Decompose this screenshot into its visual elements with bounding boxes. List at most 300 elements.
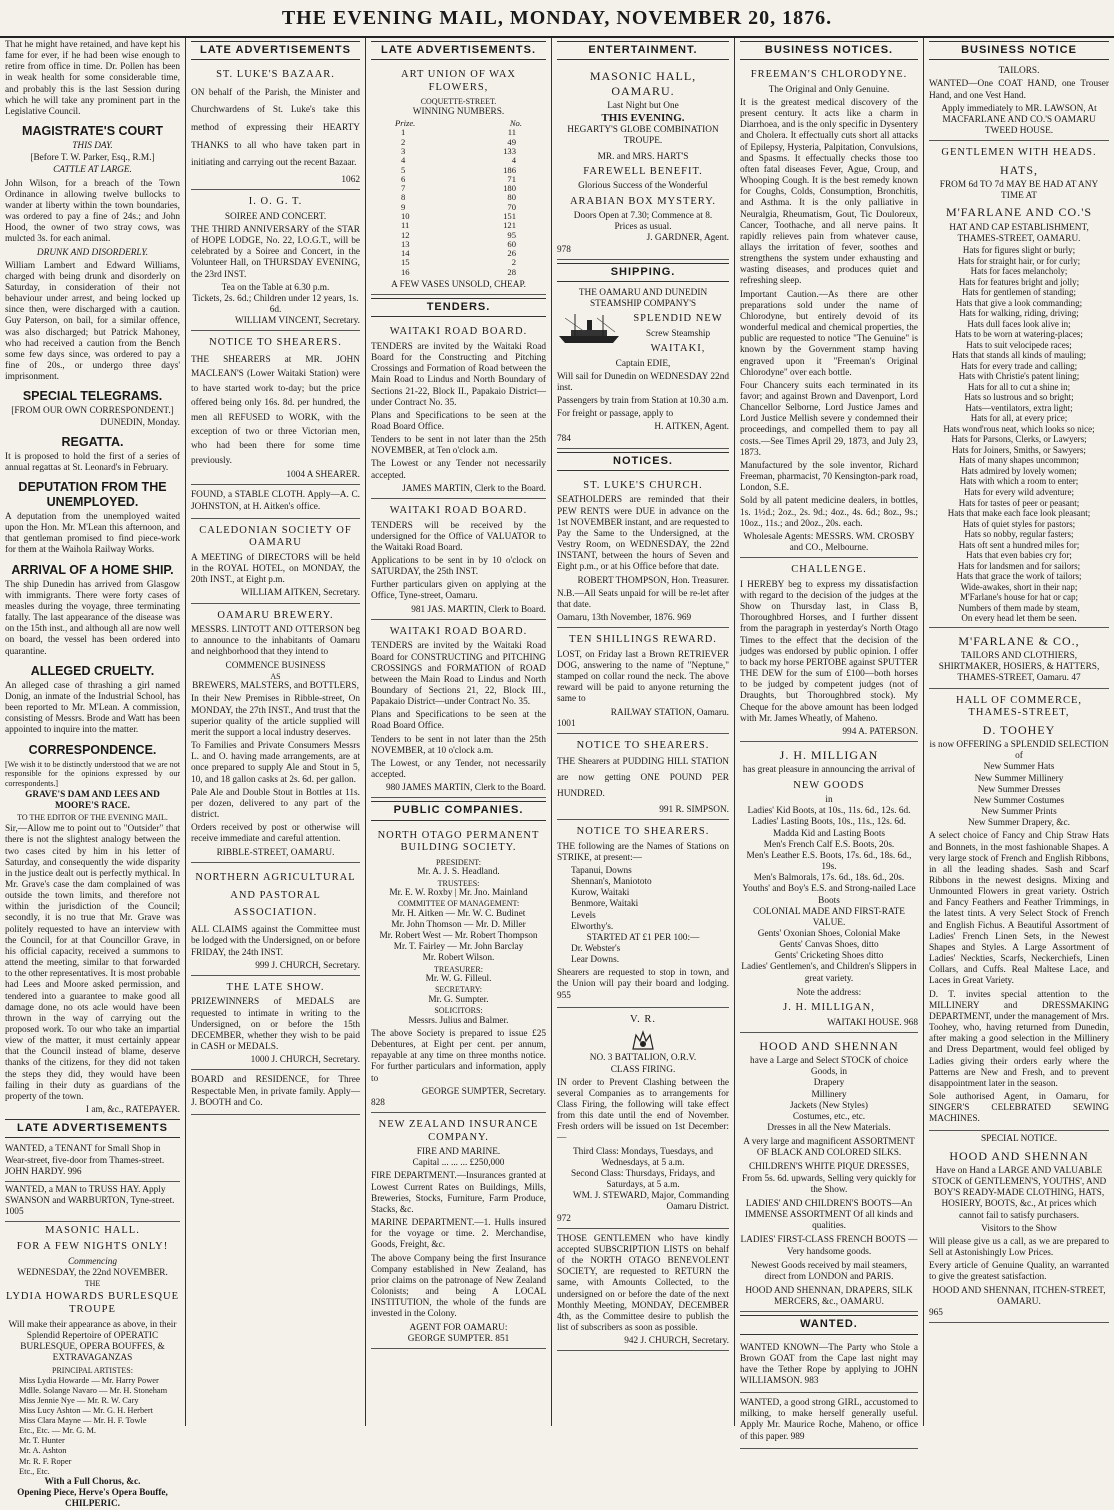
hat-line: Numbers of them made by steam, [958,602,1080,613]
milligan-item: Men's Leather E.S. Boots, 17s. 6d., 18s. 6d., 19s. [746,850,912,873]
ad-steamship [557,285,729,449]
hat-line: Hats for every wild adventure; [964,486,1074,497]
telegrams-heading: SPECIAL TELEGRAMS. [22,389,163,404]
firing-text: IN order to Prevent Clashing between the several Companies as to arrangements for Class Firing, the following will take effect from this date until the end of November. Fresh orders will be issued on 1st December:— [557,1077,729,1144]
ticket-number: 151 [503,210,516,221]
genuine-text: Every article of Genuine Quality, an warranted to give the greatest satisfaction. [929,1261,1109,1283]
prize-number: 7 [401,183,406,194]
chloro-title: FREEMAN'S CHLORODYNE. [750,69,908,81]
prize-row [371,184,546,193]
ad-wanted-goat [740,1338,918,1394]
milligan-title: J. H. MILLIGAN [779,747,879,762]
ad-iogt [191,190,360,331]
naps-signature: 999 J. CHURCH, Secretary. [255,960,360,971]
hats-title: HATS, [999,162,1038,177]
ad-strike-stations [557,820,729,1008]
business-notice-heading: BUSINESS NOTICE [929,41,1109,60]
cattle-text: John Wilson, for a breach of the Town Ordinance in allowing twelve bullocks to wander at liberty within the town boundaries, was ordered to pay a fine of 24s.; and John Hood, the owner of two stray cows, was mulcted 3s. for each animal. [5,178,180,245]
nts-signature: 991 R. SIMPSON. [659,804,729,815]
firing-second: Second Class: Thursdays, Fridays, and Saturdays, at 5 a.m. [571,1168,715,1191]
hat-line: Hats with which a room to enter; [959,476,1079,487]
hood-signature: HOOD AND SHENNAN, DRAPERS, SILK MERCERS, &c., OAMARU. [745,1286,913,1308]
ticket-number: 180 [503,183,516,194]
wrb1-lowest: The Lowest or any Tender not necessarily accepted. [371,459,546,481]
toohey-item: New Summer Drapery, &c. [968,818,1070,829]
column-5 [735,38,924,1442]
st-lukes-text: SEATHOLDERS are reminded that their PEW RENTS were DUE in advance on the 1st NOVEMBER instant, and are requested to Pay the Same to the Undersigned, at the Vestry Room, on WEDNESDAY, the 22nd INSTANT, between the hours of Seven and Eight p.m., or at his Office before that date. [557,495,729,573]
steamship-icon [557,312,623,346]
ad-naps [191,863,360,976]
hood-french: LADIES' FIRST-CLASS FRENCH BOOTS —Very handsome goods. [740,1235,918,1257]
deputation-heading: DEPUTATION FROM THE UNEMPLOYED. [18,480,167,509]
ad-board [191,1070,360,1114]
ten-title: TEN SHILLINGS REWARD. [569,634,717,646]
prize-number: 1 [401,127,406,138]
started: STARTED AT £1 PER 100:— [586,932,700,943]
hat-line: Hats for tastes of peer or peasant; [958,497,1080,508]
naps-text: ALL CLAIMS against the Committee must be lodged with the Undersigned, on or before FRIDAY, the 24th INST. [191,925,360,958]
hat-line: Hats for figures slight or burly; [962,245,1076,256]
ad-mfarlane-tailors [929,628,1109,689]
shearers-signature: 1004 A SHEARER. [286,470,360,481]
brewery-text-2: In their New Premises in Ribble-street, On MONDAY, the 27th INST., And trust that the superior quality of the article supplied will merit the support a local industry deserves. [191,694,360,738]
ad-truss-hay-text: WANTED, a MAN to TRUSS HAY. Apply SWANSON and WARBURTON, Tyne-street. 1005 [5,1184,175,1218]
column-4 [552,38,735,1426]
notices-heading: NOTICES. [557,452,729,471]
toohey-item: New Summer Hats [983,762,1055,773]
brewery-text-5: Orders received by post or otherwise will receive immediate and careful attention. [191,823,360,845]
shipping-heading: SHIPPING. [557,263,729,282]
milligan-item: Gents' Canvas Shoes, ditto [779,940,879,951]
hall-title: HALL OF COMMERCE, THAMES-STREET, [956,694,1082,719]
prize-row [371,166,546,175]
committee-member: Mr. T. Fairley — Mr. John Barclay [393,942,524,953]
captain: Captain EDIE, [615,358,671,369]
artist-item: Etc., Etc. — Mr. G. M. [19,1426,96,1436]
late-show-signature: 1000 J. CHURCH, Secretary. [250,1055,360,1066]
ticket-number: 2 [511,257,516,268]
ad-class-firing [557,1008,729,1229]
prize-row [371,193,546,202]
nzi-fire: FIRE DEPARTMENT.—Insurances granted at Lowest Current Rates on Buildings, Mills, Breweries, Stocks, Furniture, Farm Produce, Stacks, &c. [371,1171,546,1215]
milligan-item: Madda Kid and Lasting Boots [772,828,886,839]
ad-nz-insurance [371,1113,546,1349]
prize-number: 16 [401,266,410,277]
hats-from: FROM 6d TO 7d MAY BE HAD AT ANY TIME AT [939,180,1099,202]
prize-number: 2 [401,136,406,147]
ad-found [191,485,360,518]
brewery-bmb: BREWERS, MALSTERS, and BOTTLERS, [192,681,359,692]
hood-item: Jackets (New Styles) [790,1100,868,1111]
milligan-signature: J. H. MILLIGAN, [783,1001,875,1013]
aitken-number: 784 [557,433,571,444]
correspondence-note: [We wish it to be distinctly understood that we are not responsible for the opinions expressed by our correspondents.] [5,759,180,788]
trustees: Mr. E. W. Roxby | Mr. Jno. Mainland [389,888,528,899]
late-ads-heading-3: LATE ADVERTISEMENTS. [371,41,546,60]
prize-number: 10 [401,210,410,221]
chloro-chancery: Four Chancery suits each terminated in its favor; and against Brown and Davenport, Lord Chancellor Selborne, Lord Justice James and Lord Justice Mellish severe y condemned their proceedings, and compelled them to pay all costs.—See Times April 29, 1873, and July 23, 1873. [740,380,918,458]
nopbs-title: NORTH OTAGO PERMANENT BUILDING SOCIETY. [377,829,540,854]
prize-row [371,203,546,212]
hood2-signature: HOOD AND SHENNAN, ITCHEN-STREET, OAMARU. [932,1285,1106,1307]
nopbs-text: The above Society is prepared to issue £25 Debentures, at Eight per cent. per annum, repayable at any time on three months notice. For further particulars and information, apply to [371,1028,546,1084]
prize-row [371,258,546,267]
cattle-heading: CATTLE AT LARGE. [53,165,132,176]
brewery-cb: COMMENCE BUSINESS [225,660,326,671]
naps-title: NORTHERN AGRICULTURAL AND PASTORAL ASSOCIATION. [195,871,356,919]
hat-line: Hats to be worn at watering-places; [955,329,1083,340]
hat-line: Hats for Parsons, Clerks, or Lawyers; [951,434,1087,445]
hood-item: Drapery [813,1078,845,1089]
nzi-text: The above Company being the first Insurance Company established in New Zealand, has prior claims on the patronage of New Zealand Colonists; and being A LOCAL INSTITUTION, the whole of the funds are invested in the Colony. [371,1253,546,1320]
ad-late-show [191,976,360,1071]
station-item: Benmore, Waitaki [571,899,639,910]
hat-line: Hats for gentlemen of standing; [962,287,1076,298]
wrb1-text: TENDERS are invited by the Waitaki Road Board for the Constructing and Pitching Crossings and Formation of Road between the Main Road to Lindus and North Boundary of Sections 21-22, Block II., Papakaio District—under Contract No. 35. [371,341,546,408]
hat-line: Hats so lustrous and so bright; [964,392,1074,403]
court-before: [Before T. W. Parker, Esq., R.M.] [30,153,155,164]
graves-to: TO THE EDITOR OF THE EVENING MAIL. [17,812,168,822]
masonic-date: WEDNESDAY, the 22nd NOVEMBER. [17,1267,168,1278]
ticket-number: 71 [507,173,516,184]
intro-text: That he might have retained, and have kept his fame for ever, if he had been wise enough to retire from office in time. Dr. Pollen has been in weak health for some considerable time, and probably this is the last Session during which he will take any prominent part in the Legislative Council. [5,40,180,117]
committee-member: Mr. Robert West — Mr. Robert Thompson [379,931,538,942]
hat-line: Wide-awakes, short in their nap; [960,581,1078,592]
nopbs-number: 828 [371,1097,385,1108]
ticket-number: 80 [507,192,516,203]
column-1 [0,38,186,1509]
milligan-in: in [825,795,833,806]
bazaar-text: ON behalf of the Parish, the Minister and Churchwardens of St. Luke's take this method of expressing their HEARTY THANKS to all who have taken part in initiating and carrying out the recent Bazaar. [191,87,360,169]
tailors-wanted: WANTED—One COAT HAND, one Trouser Hand, and one Vest Hand. [929,79,1109,101]
wanted-1-text: WANTED KNOWN—The Party who Stole a Brown GOAT from the Cape last night may have the Tether Rope by applying to JOHN WILLIAMSON. 983 [740,1342,918,1386]
class-firing-title: CLASS FIRING. [610,1064,676,1075]
toohey-agent: Sole authorised Agent, in Oamaru, for SINGER'S CELEBRATED SEWING MACHINES. [929,1091,1109,1125]
chloro-sub: The Original and Only Genuine. [768,84,890,95]
ad-truss-hay [5,1182,180,1222]
business-notices-heading: BUSINESS NOTICES. [740,41,918,60]
found-text: FOUND, a STABLE CLOTH. Apply—A. C. JOHNSTON, at H. Aitken's office. [191,490,360,512]
wanted-heading: WANTED. [740,1315,918,1334]
masonic-last: Last Night but One [607,100,679,111]
wrb3-lowest: The Lowest, or any Tender, not necessarily accepted. [371,758,546,781]
drunk-heading: DRUNK AND DISORDERLY. [36,247,149,258]
started-list [557,944,729,966]
prize-number: 3 [401,146,406,156]
wrb2-signature: 981 JAS. MARTIN, Clerk to Board. [411,604,546,615]
hood-item: Dresses in all the New Materials. [767,1123,891,1133]
prize-row [371,240,546,249]
ad-tenant-text: WANTED, a TENANT for Small Shop in Wear-street, five-door from Thames-street. JOHN HARDY. 996 [5,1144,165,1177]
wrb2-more: Further particulars given on applying at the Office, Tyne-street, Oamaru. [371,580,546,602]
iogt-signature: WILLIAM VINCENT, Secretary. [234,316,360,327]
ticket-number: 121 [503,220,516,231]
toohey-millinery: D. T. invites special attention to the MILLINERY and DRESSMAKING DEPARTMENT, under the management of Mrs. Toohey, who, having returned from Dunedin, after making a good selection in the Millinery and Dress Department, would feel obliged by Ladies giving their orders early where the Patterns are New and Fresh, and to prevent disappointment later in the season. [929,989,1109,1089]
prize-row [371,268,546,277]
art-sub: COQUETTE-STREET. [420,97,497,107]
started-item: Lear Downs. [571,955,620,966]
gardner-number: 978 [557,244,571,255]
tailors-title: TAILORS. [998,66,1040,77]
special-notice: SPECIAL NOTICE. [980,1134,1058,1145]
mf2-sub: TAILORS AND CLOTHIERS, SHIRTMAKER, HOSIERS, & HATTERS, [938,651,1100,673]
column-6 [924,38,1114,1426]
started-item: Dr. Webster's [571,944,621,955]
nzi-signature: GEORGE SUMPTER. 851 [407,1333,510,1344]
hat-line: Hats wond'rous neat, which looks so nice; [943,423,1095,434]
hat-line: On every head let them be seen. [961,613,1077,624]
station-item: Kurow, Waitaki [571,888,630,899]
milligan-item: Gents' Oxonian Shoes, Colonial Make [757,928,901,939]
hat-line: Hats for landsmen and for sailors; [957,560,1081,571]
arabian: ARABIAN BOX MYSTERY. [569,195,717,207]
late-ads-heading-2: LATE ADVERTISEMENTS [191,41,360,60]
committee-heading: COMMITTEE OF MANAGEMENT: [397,899,520,909]
artist-item: Mr. T. Hunter [19,1436,65,1446]
ad-benevolent [557,1229,729,1352]
late-show-title: THE LATE SHOW. [226,981,325,993]
wrb2-text: TENDERS will be received by the undersigned for the Office of VALUATOR to the Waitaki Road Board. [371,520,546,553]
toohey-item: New Summer Millinery [974,773,1064,784]
gardner-signature: J. GARDNER, Agent. [646,233,729,244]
prize-number: 14 [401,248,410,259]
nzi-marine: MARINE DEPARTMENT.—1. Hulls insured for the voyage or time. 2. Merchandise, Goods, Freight, &c. [371,1218,546,1251]
artist-item: Mr. A. Ashton [19,1446,67,1456]
artist-item: Etc., Etc. [19,1466,50,1476]
ad-art-union [371,63,546,295]
regatta-heading: REGATTA. [61,434,124,449]
hat-line: Hats—ventilators, extra light; [965,402,1073,413]
aitken-signature: H. AITKEN, Agent. [654,422,729,433]
milligan-text: has great pleasure in announcing the arrival of [742,765,916,776]
treasurer: Mr. W. G. Filleul. [425,974,492,985]
firing-signature: WM. J. STEWARD, Major, Commanding Oamaru District. [572,1191,729,1213]
hat-line: Hats that make each face look pleasant; [947,508,1091,519]
ad-waitaki-road-board-1 [371,320,546,499]
nzi-capital: Capital ... ... ... £250,000 [412,1158,505,1169]
hood2-title: HOOD AND SHENNAN [949,1148,1089,1163]
milligan-item: Ladies' Kid Boots, at 10s., 11s. 6d., 12s. 6d. [747,806,911,817]
artist-item: Miss Lydia Howarde — Mr. Harry Power [19,1375,159,1385]
ticket-number: 49 [507,136,516,147]
ad-tenant [5,1141,180,1181]
brewery-text-3: To Families and Private Consumers Messrs L. and O. having made arrangements, are at once prepared to supply Ale and Stout in 5, 10, and 18 gallon casks at 2s. 6d. per gallon. [191,741,360,785]
ad-building-society [371,824,546,1113]
hat-line: Hats for walking, riding, driving; [959,308,1079,319]
vr-text: V. R. [629,1013,657,1025]
prize-number: 5 [401,164,406,175]
firing-third: Third Class: Mondays, Tuesdays, and Wednesdays, at 5 a.m. [573,1146,713,1168]
st-lukes-title: ST. LUKE'S CHURCH. [583,479,703,491]
cruelty-text: An alleged case of thrashing a girl named Donig, an inmate of the Industrial School, has been reported to Mr. M'Lean. A commission, consisting of Messrs. Brode and Watt has been appointed to inquire into the matter. [5,680,180,736]
ticket-number: 95 [507,229,516,240]
brewery-title: OAMARU BREWERY. [217,609,334,621]
cruelty-heading: ALLEGED CRUELTY. [30,663,155,678]
hat-line: Hats that even babies cry for; [966,550,1072,561]
wrb1-title: WAITAKI ROAD BOARD. [389,326,528,338]
art-vases: A FEW VASES UNSOLD, CHEAP. [391,279,526,290]
ad-hood-special [929,1131,1109,1323]
brewery-text: MESSRS. LINTOTT AND OTTERSON beg to announce to the inhabitants of Oamaru and neighborhood that they intend to [191,625,360,658]
opening-text: Opening Piece, Herve's Opera Bouffe, CHILPERIC. [17,1487,168,1509]
ten-signature: RAILWAY STATION, Oamaru. [610,707,729,718]
arrival-heading: ARRIVAL OF A HOME SHIP. [11,562,174,577]
art-winning: WINNING NUMBERS. [412,106,505,117]
station-item: Shennan's, Maniototo [571,877,652,888]
prize-number: 15 [401,257,410,268]
mfarlane-sub: HAT AND CAP ESTABLISHMENT, THAMES-STREET, OAMARU. [949,222,1089,244]
hood-silks: A very large and magnificent ASSORTMENT OF BLACK AND COLORED SILKS. [743,1137,915,1159]
drunk-text: William Lambert and Edward Williams, charged with being drunk and disorderly on Saturday, in consideration of their not behaviour under arrest, and being locked up since then, were discharged with a caution. Guy Paterson, on bail, for a similar offence, was also discharged; but Patrick Mahoney, who had received a caution from the Bench some few days since, was ordered to pay a fine of 20s., or undergo three days' imprisonment. [5,260,180,383]
telegrams-place: DUNEDIN, Monday. [100,417,180,428]
caledonian-text: A MEETING of DIRECTORS will be held in the ROYAL HOTEL, on MONDAY, the 20th INST., at Eight p.m. [191,552,360,586]
wrb3-text: TENDERS are invited by the Waitaki Road Board for CONSTRUCTING and PITCHING CROSSINGS and FORMATION of ROAD between the Main Road to Lindus and North Boundary of Sections 21, 22, Block III., Papakaio District—under Contract No. 35. [371,641,546,708]
chloro-sold: Sold by all patent medicine dealers, in bottles, 1s. 1½d.; 2oz., 2s. 9d.; 4oz., 4s. 6d.; 8oz., 9s.; 10oz., 11s.; and 20oz., 20s. each. [740,496,918,529]
milligan-item: Men's French Calf E.S. Boots, 20s. [763,839,895,850]
wrb3-due: Tenders to be sent in not later than the 25th NOVEMBER, at 10 o'clock a.m. [371,734,546,756]
stations-list [557,866,729,933]
hat-line: Hats for all, at every price; [970,413,1068,424]
column-2 [186,38,366,1426]
chloro-maker: Manufactured by the sole inventor, Richard Freeman, pharmacist, 70 Kensington-park road, London, S.E. [740,460,918,494]
hood2-text: Have on Hand a LARGE AND VALUABLE STOCK of GENTLEMEN'S, YOUTHS', AND BOY'S READY-MADE CLOTHING, HATS, HOSIERY, BOOTS, &c., At prices which cannot fail to satisfy purchasers. [931,1165,1107,1221]
prize-number: 13 [401,238,410,249]
gentlemen-signature: 942 J. CHURCH, Secretary. [624,1336,729,1347]
ad-wanted-girl [740,1393,918,1449]
solicitors-heading: SOLICITORS: [434,1006,483,1016]
ticket-number: 28 [507,266,516,277]
hat-line: Hats dull faces look alive in; [967,318,1071,329]
ad-milligan [740,742,918,1033]
prize-row [371,212,546,221]
ad-mfarlane-hats [929,141,1109,628]
ticket-number: 26 [507,248,516,259]
splendid: SPLENDID NEW [633,313,723,325]
tailors-apply: Apply immediately to MR. LAWSON, At MACFARLANE AND CO.'S OAMARU TWEED HOUSE. [941,103,1097,136]
art-title: ART UNION OF WAX FLOWERS, [400,69,517,93]
ad-waitaki-road-board-2 [371,499,546,620]
committee-member: Mr. Robert Wilson. [422,953,495,964]
toohey-item: New Summer Dresses [977,784,1061,795]
hood-pique: CHILDREN'S WHITE PIQUE DRESSES, From 5s. 6d. upwards, Selling very quickly for the Show. [741,1162,917,1195]
public-companies-heading: PUBLIC COMPANIES. [371,801,546,820]
artist-item: Miss Jennie Nye — Mr. R. W. Cary [19,1396,139,1406]
nzi-sub: FIRE AND MARINE. [416,1147,501,1158]
gents-title: GENTLEMEN WITH HEADS. [941,147,1097,159]
prize-number: 8 [401,192,406,203]
toohey-more: A select choice of Fancy and Chip Straw Hats and Bonnets, in the most fashionable Shapes. A very large stock of French and English Ribbons, in all the leading shades. Sash and Scarf Ribbons in the newest designs. Mixing and Unmounted Flowers in great variety. Ostrich and Fancy Feathers and Feather Trimmings, in the latest tints. A very Select Stock of French and English Fichus. A Beautiful Assortment of Ladies' French Linen Sets, in the Newest Shapes and Styles. A Large Assortment of Ladies' Neckties, Scarfs, Neckerchiefs, Linen Collars, and Cuffs. Real Maltese Lace, and Laces in Great Variety. [929,831,1109,987]
ad-bazaar [191,63,360,190]
hat-line: Hats of many shapes uncommon; [959,455,1079,466]
prize-row [371,156,546,165]
president: Mr. A. J. S. Headland. [417,867,500,878]
bazaar-number: 1062 [341,175,360,186]
prices: Prices as usual. [614,222,672,233]
battalion: NO. 3 BATTALION, O.R.V. [589,1053,697,1064]
hat-line: Hats of quiet styles for pastors; [962,518,1076,529]
royal-crest-icon [630,1029,656,1051]
iogt-tickets: Tickets, 2s. 6d.; Children under 12 years, 1s. 6d. [192,293,359,316]
court-sub: THIS DAY. [72,141,113,152]
hat-line: Hats for features bright and jolly; [958,276,1080,287]
odsc-title: THE OAMARU AND DUNEDIN STEAMSHIP COMPANY'S [578,287,708,310]
wanted-2-text: WANTED, a good strong GIRL, accustomed to milking, to make herself generally useful. Apply Mr. Maurice Roche, Maheno, or office of this paper. 989 [740,1398,918,1442]
ad-caledonian [191,519,360,604]
wrb3-signature: 980 JAMES MARTIN, Clerk to the Board. [385,783,546,794]
success: Glorious Success of the Wonderful [578,181,708,192]
prize-row [371,175,546,184]
ad-st-lukes-church [557,474,729,628]
ad-chlorodyne [740,63,918,558]
solicitors: Messrs. Julius and Balmer. [408,1015,509,1026]
ticket-number: 11 [507,127,516,138]
hat-line: M'Farlane's house for hat or cap; [960,592,1078,603]
hood-title: HOOD AND SHENNAN [759,1038,899,1053]
hat-line: Hats for every trade and calling; [960,360,1078,371]
brewery-text-4: Pale Ale and Double Stout in Bottles at 11s. per dozen, delivered to any part of the district. [191,787,360,821]
lydia-the: THE [84,1278,101,1288]
hat-line: Hats for faces melancholy; [970,266,1068,277]
prize-row [371,221,546,230]
president-heading: PRESIDENT: [436,857,481,867]
masthead: THE EVENING MAIL, MONDAY, NOVEMBER 20, 1876. [0,0,1114,38]
milligan-new: NEW GOODS [793,779,865,791]
ad-brewery [191,604,360,863]
artist-item: Mr. R. F. Roper [19,1456,72,1466]
hood-item: Costumes, etc., etc. [792,1111,866,1122]
hat-line: Hats for Joiners, Smiths, or Sawyers; [952,444,1086,455]
hood-item: Millinery [811,1089,847,1100]
mf2-address: THAMES-STREET, Oamaru. 47 [957,673,1081,684]
committee-member: Mr. John Thomson — Mr. D. Miller [391,920,526,930]
nzi-title: NEW ZEALAND INSURANCE COMPANY. [378,1118,539,1143]
farewell: FAREWELL BENEFIT. [583,165,703,177]
mfarlane-title: M'FARLANE AND CO.'S [945,205,1093,220]
ten-text: LOST, on Friday last a Brown RETRIEVER DOG, answering to the name of "Neptune," stamped on collar round the neck. The above reward will be paid to anyone returning the same to [557,649,729,705]
chloro-caution: Important Caution.—As there are other preparations sold under the name of Chlorodyne, but entirely devoid of its wonderful medical and chemical properties, the public are requested to notice "The Genuine" is known by the Government stamp having engraved upon it "Freeman's Original Chlorodyne" over each bottle. [740,289,918,378]
hat-line: Hats for straight hair, or for curly; [957,255,1081,266]
brewery-as: AS [270,671,281,681]
hat-line: Hats that stands all kinds of mauling; [952,350,1086,361]
wrb1-plans: Plans and Specifications to be seen at the Road Board Office. [371,410,546,432]
prize-row [371,249,546,258]
prize-header-no: No. [509,118,522,129]
ad-notice-shearers [191,331,360,485]
wrb1-due: Tenders to be sent in not later than the 25th NOVEMBER, at Ten o'clock a.m. [371,435,546,457]
prize-number: 6 [401,173,406,184]
trustees-heading: TRUSTEES: [437,878,480,888]
waitaki: WAITAKI, [650,343,706,354]
artist-item: Mdlle. Solange Navaro — Mr. H. Stoneham [19,1385,168,1395]
milligan-note: Note the address: [796,987,862,998]
hat-line: Hats so nobby, regular fasters; [964,529,1074,540]
iogt-title: I. O. G. T. [248,196,303,208]
prize-header-prize: Prize. [395,118,416,129]
prize-row [371,231,546,240]
caledonian-signature: WILLIAM AITKEN, Secretary. [240,588,360,599]
wrb3-title: WAITAKI ROAD BOARD. [389,625,528,637]
secretary-heading: SECRETARY: [434,985,483,995]
ad-ten-shillings [557,628,729,734]
lydia-name: LYDIA HOWARDS BURLESQUE TROUPE [5,1291,180,1316]
artists-list [5,1376,180,1477]
nopbs-signature: GEORGE SUMPTER, Secretary. [421,1086,546,1097]
station-item: Levels [571,910,596,921]
wrb3-plans: Plans and Specifications to be seen at the Road Board Office. [371,710,546,732]
graves-text: Sir,—Allow me to point out to "Outsider" that there is not the slightest analogy between the two cases cited by him in his letter of Saturday, and consequently the wide disparity in the justice dealt out is perfectly mythical. In Mr. Grave's case the dam complained of was outside the town limits, and therefore not within the jurisdiction of the Council; secondly, it is no true that Mr. Grave was politely requested to have an interview with the Council, for at that Councillor Grave, in his official capacity, received a summons to attend the meeting, similar to that forwarded to the other representatives. It is most probable had Lees and Moore asked permission, and tendered into a guarantee to make good all damage done, no ots acle would have been thrown in the way of carrying out the proposed work. To our who take an impartial view of the matter, it must certainly appear that the Council instead of blame, deserve thanks of the citizens, for they did not taken the steps they did, they would have been failing in their duty as guardians of the property of the town. [5,824,180,1102]
hood2-number: 965 [929,1307,943,1318]
ad-waitaki-road-board-3 [371,620,546,799]
